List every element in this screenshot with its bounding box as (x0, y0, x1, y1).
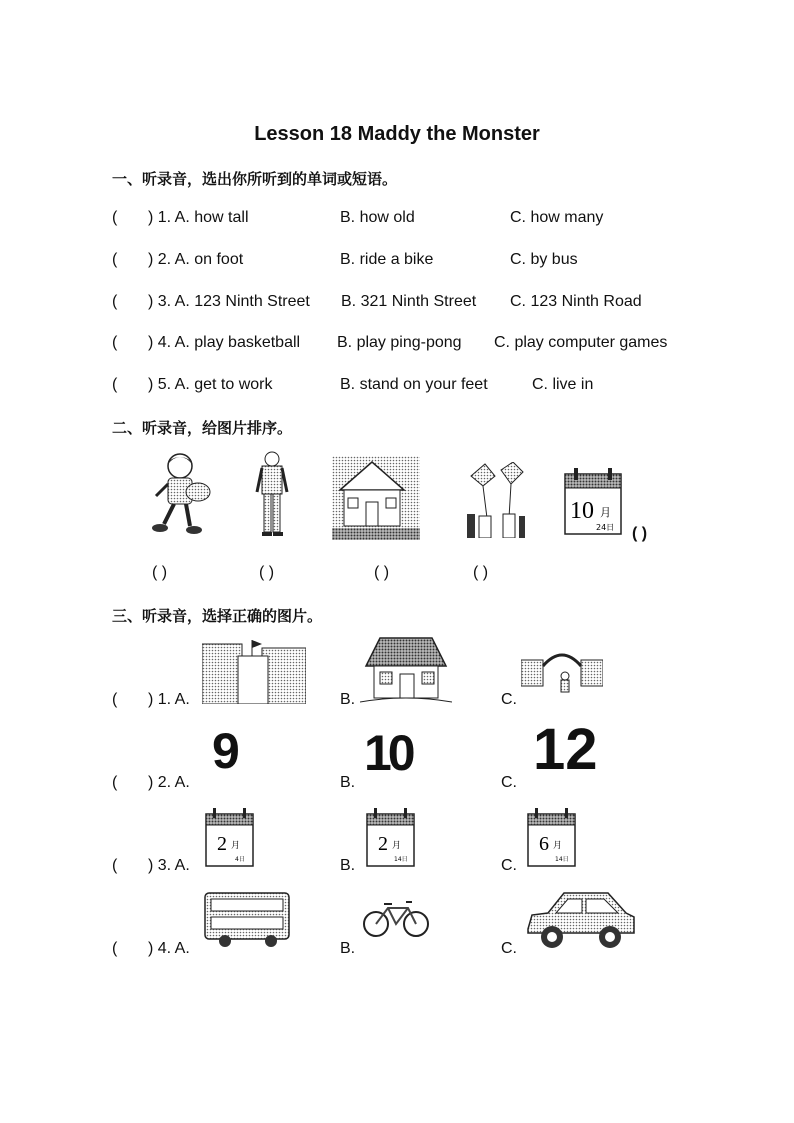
car-picture (524, 885, 638, 955)
section3-heading: 三、听录音，选择正确的图片。 (112, 608, 323, 625)
item1-c: C. how many (510, 209, 604, 226)
park-gate-picture (521, 646, 603, 702)
q1-label: ) 1. A. (148, 691, 190, 708)
q1-b: B. (340, 691, 356, 708)
item1-a: ) 1. A. how tall (148, 209, 249, 226)
q3-c: C. (501, 857, 517, 874)
item4-b: B. play ping-pong (337, 334, 462, 351)
item1-b: B. how old (340, 209, 415, 226)
calendar-day: 4日 (235, 856, 245, 863)
man-standing-picture (252, 450, 292, 538)
paren-open: ( (112, 334, 118, 351)
answer-blank: ( ) (632, 525, 648, 542)
order-blank-3: ( ) (374, 564, 390, 581)
calendar-day: 14日 (394, 856, 408, 863)
calendar-month: 2 (378, 833, 388, 855)
calendar-month: 2 (217, 833, 227, 855)
paren-open: ( (112, 691, 118, 708)
page-title: Lesson 18 Maddy the Monster (254, 123, 540, 145)
item4-c: C. play computer games (494, 334, 668, 351)
paren-open: ( (112, 293, 118, 310)
calendar-month: 6 (539, 833, 549, 855)
item2-c: C. by bus (510, 251, 578, 268)
calendar-unit: 月 (392, 841, 402, 851)
item3-a: ) 3. A. 123 Ninth Street (148, 293, 310, 310)
section1-heading: 一、听录音，选出你所听到的单词或短语。 (112, 171, 398, 188)
calendar-unit: 月 (553, 841, 563, 851)
paren-open: ( (112, 376, 118, 393)
item5-a: ) 5. A. get to work (148, 376, 273, 393)
calendar-picture (527, 808, 577, 868)
item5-b: B. stand on your feet (340, 376, 488, 393)
item2-a: ) 2. A. on foot (148, 251, 244, 268)
q2-b: B. (340, 774, 356, 791)
q4-b: B. (340, 940, 356, 957)
bicycle-picture (362, 898, 430, 940)
item3-b: B. 321 Ninth Street (341, 293, 477, 310)
number-nine: 9 (212, 723, 240, 779)
paren-open: ( (112, 209, 118, 226)
calendar-unit: 月 (231, 841, 241, 851)
calendar-month: 10 (570, 498, 594, 524)
item4-a: ) 4. A. play basketball (148, 334, 301, 351)
q3-label: ) 3. A. (148, 857, 190, 874)
calendar-day: 14日 (555, 856, 569, 863)
item5-c: C. live in (532, 376, 594, 393)
item2-b: B. ride a bike (340, 251, 434, 268)
calendar-picture (564, 468, 624, 538)
order-blank-2: ( ) (259, 564, 275, 581)
number-twelve: 12 (533, 717, 598, 782)
q3-b: B. (340, 857, 356, 874)
q2-c: C. (501, 774, 517, 791)
paren-open: ( (112, 857, 118, 874)
order-blank-4: ( ) (473, 564, 489, 581)
q2-label: ) 2. A. (148, 774, 190, 791)
calendar-picture (366, 808, 416, 868)
order-blank-1: ( ) (152, 564, 168, 581)
q4-c: C. (501, 940, 517, 957)
office-buildings-picture (202, 640, 306, 704)
calendar-picture (205, 808, 255, 868)
house-picture (332, 456, 420, 540)
paren-open: ( (112, 251, 118, 268)
number-ten: 10 (364, 725, 412, 781)
calendar-day: 24日 (596, 523, 615, 532)
q4-label: ) 4. A. (148, 940, 190, 957)
section2-heading: 二、听录音，给图片排序。 (112, 420, 293, 437)
house-picture (360, 636, 452, 706)
paren-open: ( (112, 940, 118, 957)
q1-c: C. (501, 691, 517, 708)
bus-picture (203, 889, 291, 949)
calendar-month-unit: 月 (600, 506, 611, 519)
item3-c: C. 123 Ninth Road (510, 293, 642, 310)
paren-open: ( (112, 774, 118, 791)
kites-picture (465, 462, 527, 538)
boy-with-bag-picture (146, 452, 212, 538)
